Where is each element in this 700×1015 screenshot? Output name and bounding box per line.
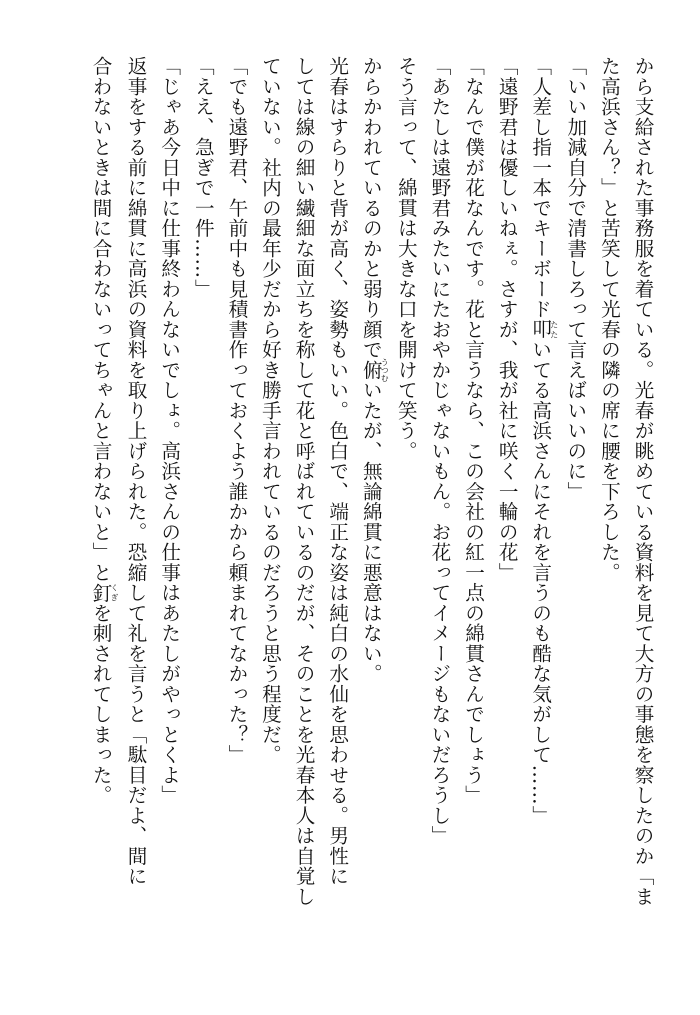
text-line-6: 「なんで僕が花なんです。花と言うなら、この会社の紅一点の綿貫さんでしょう」 [461,56,485,806]
text-line-9: からかわれているのかと弱り顔で俯うつむいたが、無論綿貫に悪意はない。 [359,56,390,684]
text-line-16: 返事をする前に綿貫に高浜の資料を取り上げられた。恐縮して礼を言うと「駄目だよ、間に [124,56,148,887]
text-line-8: そう言って、綿貫は大きな口を開けて笑う。 [394,56,418,461]
furigana-reading: たた [549,319,559,340]
text-line-1: から支給された事務服を着ている。光春が眺めている資料を見て大方の事態を察したのか「ま [631,56,654,907]
text-line-14: 「ええ、急ぎで一件……」 [191,56,215,299]
text-line-7: 「あたしは遠野君みたいにたおやかじゃないもん。お花ってイメージもないだろうし」 [427,56,451,846]
text-line-2: た高浜さん？」と苦笑して光春の隣の席に腰を下ろした。 [597,56,621,583]
vertical-text-block [83,56,659,961]
furigana-ruby: 釘くぎ [89,582,119,603]
text-line-12: ていない。社内の最年少だから好き勝手言われているのだろうと思う程度だ。 [258,56,282,765]
text-line-4: 「人差し指一本でキーボード叩たたいてる高浜さんにそれを言うのも酷な気がして……」 [528,56,559,826]
text-line-10: 光春はすらりと背が高く、姿勢もいい。色白で、端正な姿は純白の水仙を思わせる。男性に [325,56,349,887]
furigana-ruby: 俯うつむ [359,357,390,382]
text-line-3: 「いい加減自分で清書しろって言えばいいのに」 [563,56,587,502]
furigana-reading: うつむ [380,357,390,382]
text-line-13: 「でも遠野君、午前中も見積書作っておくよう誰かから頼まれてなかった？」 [224,56,248,765]
text-line-11: しては線の細い繊細な面立ちを称して花と呼ばれているのだが、そのことを光春本人は自覚し [292,56,316,907]
furigana-reading: くぎ [110,582,119,603]
text-line-15: 「じゃあ今日中に仕事終わんないでしょ。高浜さんの仕事はあたしがやっとくよ」 [157,56,181,806]
text-line-5: 「遠野君は優しいねぇ。さすが、我が社に咲く一輪の花」 [495,56,519,583]
text-line-17: 合わないときは間に合わないってちゃんと言わないと」と釘くぎを刺されてしまった。 [89,56,119,806]
furigana-ruby: 叩たた [528,319,559,340]
